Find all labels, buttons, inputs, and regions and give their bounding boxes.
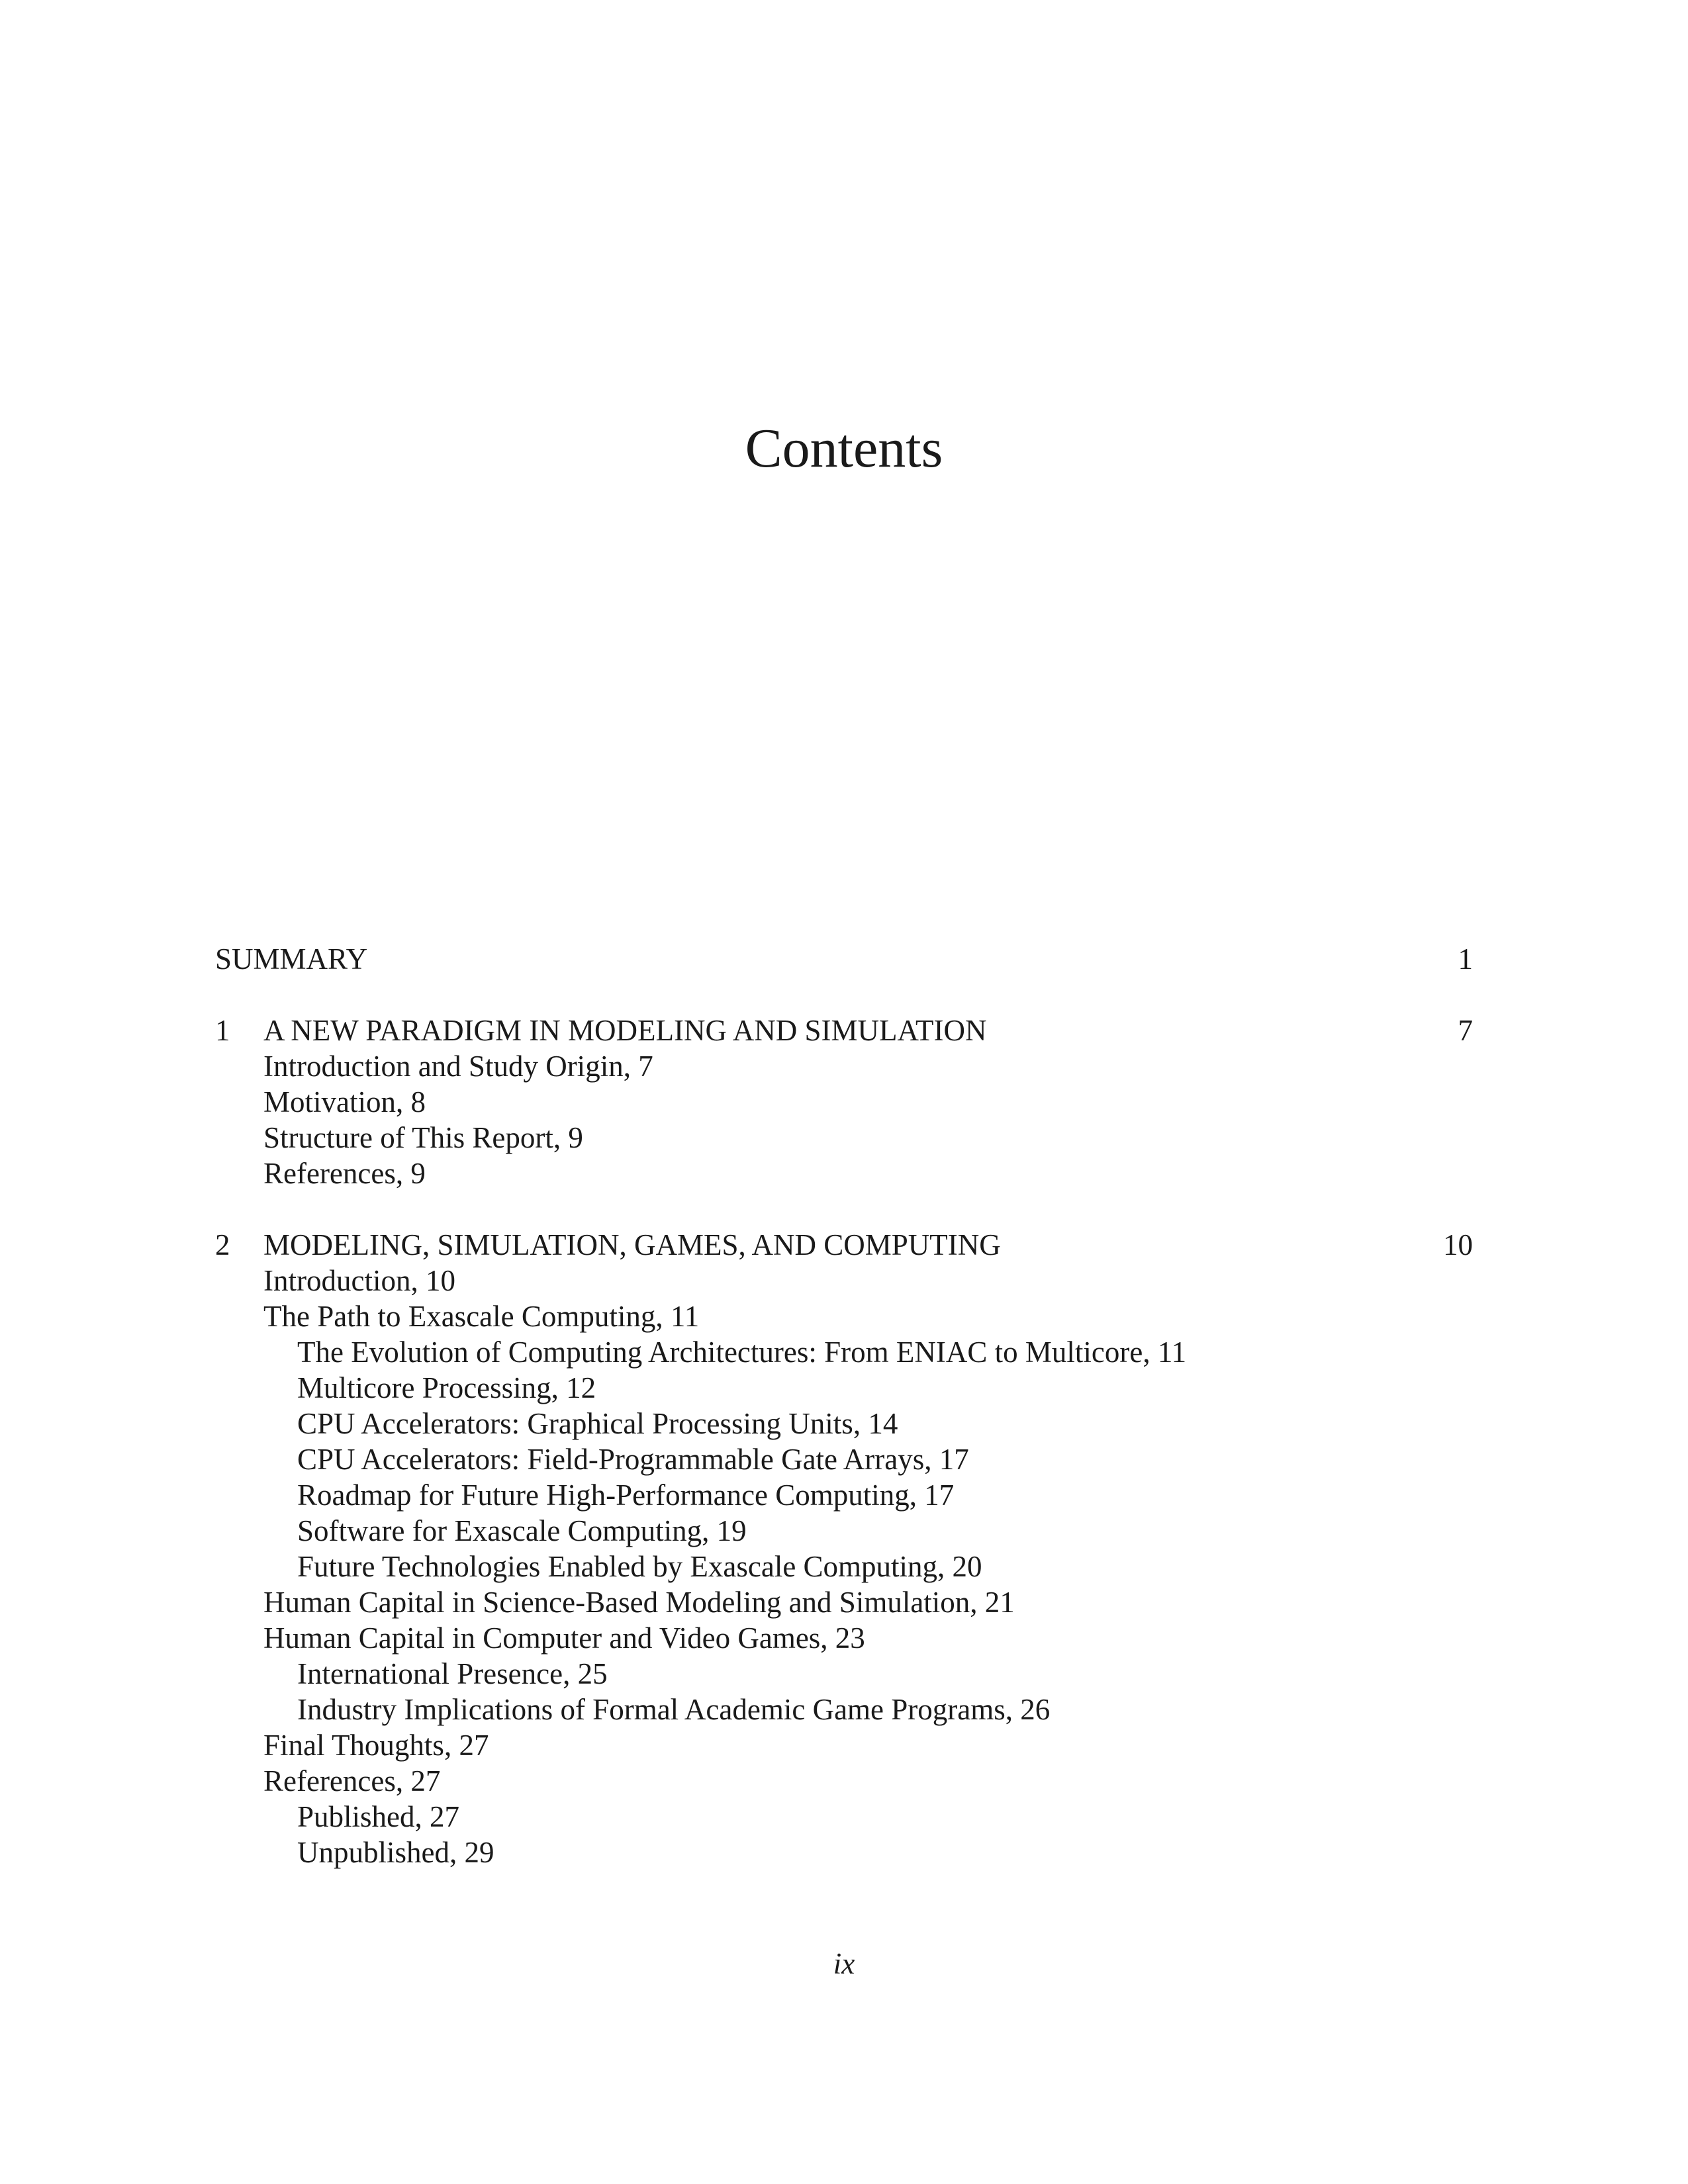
toc-subsection-label: Future Technologies Enabled by Exascale Computing, 20 [297,1550,982,1583]
toc-summary[interactable] [215,941,1473,977]
toc-section-label: Introduction, 10 [263,1264,455,1297]
toc-section[interactable] [215,1084,1473,1120]
toc-subsection-label: CPU Accelerators: Graphical Processing Units, 14 [297,1407,898,1440]
toc-subsection[interactable] [215,1799,1473,1835]
toc-page-number: 1 [1458,942,1473,976]
toc-subsection[interactable] [215,1692,1473,1727]
toc-subsection-label: Industry Implications of Formal Academic Game Programs, 26 [297,1693,1051,1726]
toc-subsection[interactable] [215,1656,1473,1692]
toc-subsection[interactable] [215,1370,1473,1406]
toc-subsection-label: Software for Exascale Computing, 19 [297,1514,747,1547]
toc-section[interactable] [215,1263,1473,1298]
toc-section[interactable] [215,1620,1473,1656]
chapter-number: 1 [215,1014,230,1047]
chapter-title: MODELING, SIMULATION, GAMES, AND COMPUTING [263,1228,1001,1261]
toc-entry-label: SUMMARY [215,942,368,976]
toc-subsection[interactable] [215,1835,1473,1870]
toc-subsection-label: The Evolution of Computing Architectures: From ENIAC to Multicore, 11 [297,1336,1187,1369]
toc-subsection[interactable] [215,1477,1473,1513]
chapter-title: A NEW PARADIGM IN MODELING AND SIMULATION [263,1014,987,1047]
toc-subsection[interactable] [215,1334,1473,1370]
toc-subsection-label: Unpublished, 29 [297,1836,494,1869]
table-of-contents [215,941,1473,1870]
toc-section-label: Human Capital in Science-Based Modeling and Simulation, 21 [263,1586,1015,1619]
toc-spacer [215,1191,1473,1227]
toc-section[interactable] [215,1156,1473,1191]
toc-chapter-2[interactable] [215,1227,1473,1263]
chapter-number: 2 [215,1228,230,1261]
page-folio: ix [833,1947,855,1980]
toc-page-number: 10 [1443,1228,1473,1261]
toc-subsection[interactable] [215,1441,1473,1477]
toc-subsection-label: International Presence, 25 [297,1657,608,1690]
toc-chapter-1[interactable] [215,1013,1473,1048]
toc-section-label: Final Thoughts, 27 [263,1729,489,1762]
toc-subsection-label: Multicore Processing, 12 [297,1371,596,1404]
toc-section-label: The Path to Exascale Computing, 11 [263,1300,700,1333]
toc-section[interactable] [215,1763,1473,1799]
toc-page-number: 7 [1458,1014,1473,1047]
toc-section-label: Structure of This Report, 9 [263,1121,583,1154]
toc-subsection-label: CPU Accelerators: Field-Programmable Gate Arrays, 17 [297,1443,969,1476]
toc-section[interactable] [215,1120,1473,1156]
toc-subsection-label: Published, 27 [297,1800,460,1833]
toc-section-label: References, 9 [263,1157,426,1190]
toc-subsection[interactable] [215,1406,1473,1441]
toc-subsection[interactable] [215,1513,1473,1549]
toc-section-label: Human Capital in Computer and Video Games, 23 [263,1621,865,1655]
toc-section[interactable] [215,1584,1473,1620]
toc-section[interactable] [215,1048,1473,1084]
toc-section[interactable] [215,1298,1473,1334]
toc-spacer [215,977,1473,1013]
toc-section-label: References, 27 [263,1764,441,1797]
toc-section-label: Introduction and Study Origin, 7 [263,1050,653,1083]
toc-subsection[interactable] [215,1549,1473,1584]
toc-section-label: Motivation, 8 [263,1085,426,1118]
page-title: Contents [745,418,943,479]
toc-section[interactable] [215,1727,1473,1763]
toc-subsection-label: Roadmap for Future High-Performance Computing, 17 [297,1479,955,1512]
